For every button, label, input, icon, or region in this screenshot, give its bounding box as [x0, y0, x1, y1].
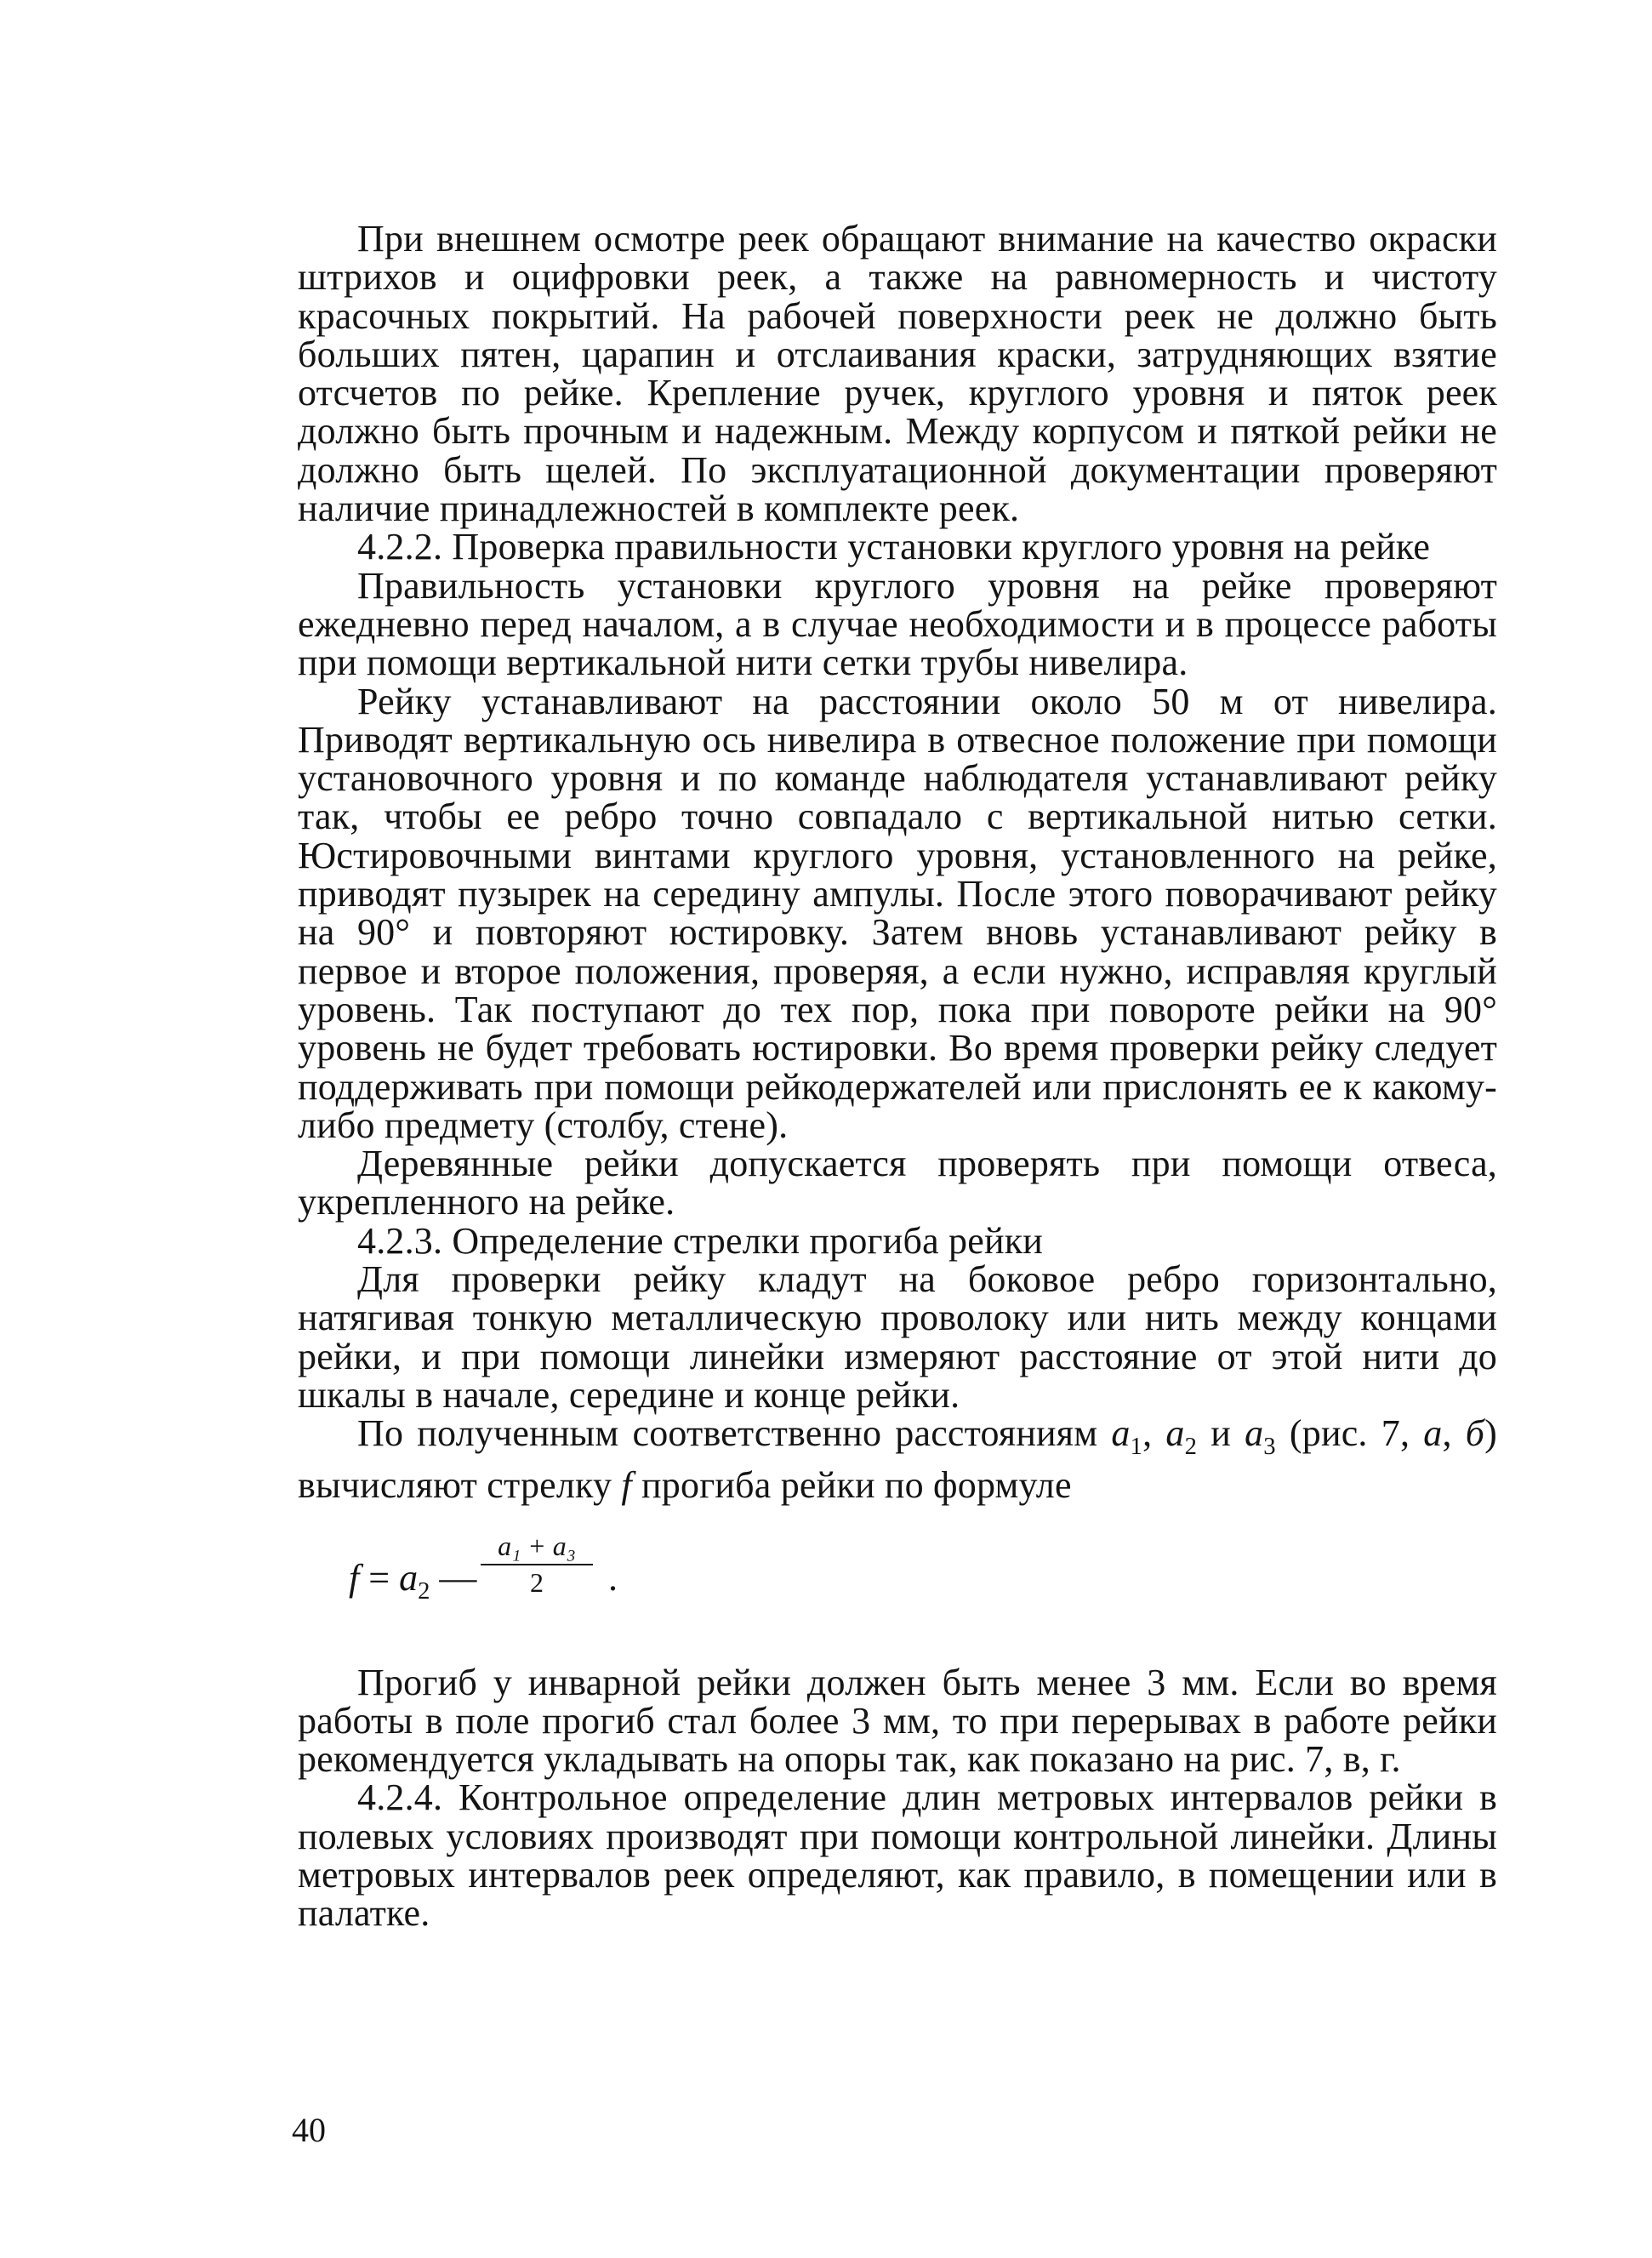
- text-part: прогиба рейки по формуле: [631, 1464, 1072, 1507]
- text-part: (рис. 7,: [1275, 1412, 1424, 1455]
- paragraph-formula-intro: [298, 1412, 1497, 1507]
- formula-denominator: 2: [530, 1566, 544, 1598]
- page-number: 40: [292, 2111, 326, 2149]
- paragraph-invar-deflection: Прогиб у инварной рейки должен быть менее 3 мм. Если во время работы в поле прогиб стал более 3 мм, то при перерывах в работе рейки рекомендуется укладывать на опоры так, как показано на рис. 7, в, г.: [298, 1661, 1497, 1781]
- formula-f: f: [349, 1556, 360, 1599]
- page-body: [298, 220, 1497, 1933]
- separator: ,: [1442, 1412, 1466, 1455]
- formula-fraction: [481, 1531, 593, 1599]
- variable-f: f: [621, 1464, 632, 1507]
- formula-equals: =: [359, 1556, 400, 1599]
- paragraph-wooden-staffs: Деревянные рейки допускается проверять при помощи отвеса, укрепленного на рейке.: [298, 1143, 1497, 1223]
- paragraph-inspection: При внешнем осмотре реек обращают внимание на качество окраски штрихов и оцифровки реек, а также на равномерность и чистоту красочных покрытий. На рабочей поверхности реек не должно быть больших пятен, царапин и отслаивания краски, затрудняющих взятие отсчетов по рейке. Крепление ручек, круглого уровня и пяток реек должно быть прочным и надежным. Между корпусом и пяткой рейки не должно быть щелей. По эксплуатационной документации проверяют наличие принадлежностей в комплекте реек.: [298, 218, 1497, 530]
- figure-ref-b: б: [1465, 1412, 1485, 1455]
- formula-a: a: [399, 1556, 419, 1599]
- variable-a1: a: [1111, 1412, 1131, 1455]
- paragraph-deflection-method: Для проверки рейку кладут на боковое ребро горизонтально, натягивая тонкую металлическую проволоку или нить между концами рейки, и при помощи линейки измеряют расстояние от этой нити до шкалы в начале, середине и конце рейки.: [298, 1258, 1497, 1416]
- paragraph-level-check: Правильность установки круглого уровня на рейке проверяют ежедневно перед началом, а в случае необходимости и в процессе работы при помощи вертикальной нити сетки трубы нивелира.: [298, 564, 1497, 684]
- text-part: ) вычисляют стрелку: [298, 1412, 1497, 1507]
- subscript: 3: [1263, 1434, 1276, 1460]
- formula-numerator: a₁ + a₃: [481, 1531, 593, 1565]
- deflection-formula: [298, 1524, 1497, 1651]
- text-part: По полученным соответственно расстояниям: [357, 1412, 1112, 1455]
- conjunction: и: [1197, 1412, 1245, 1455]
- paragraph-4-2-4: 4.2.4. Контрольное определение длин метровых интервалов рейки в полевых условиях производят при помощи контрольной линейки. Длины метровых интервалов реек определяют, как правило, в помещении или в палатке.: [298, 1776, 1497, 1935]
- subscript: 2: [1184, 1434, 1198, 1460]
- variable-a3: a: [1245, 1412, 1264, 1455]
- paragraph-level-procedure: Рейку устанавливают на расстоянии около 50 м от нивелира. Приводят вертикальную ось нивелира в отвесное положение при помощи установочного уровня и по команде наблюдателя устанавливают рейку так, чтобы ее ребро точно совпадало с вертикальной нитью сетки. Юстировочными винтами круглого уровня, установленного на рейке, приводят пузырек на середину ампулы. После этого поворачивают рейку на 90° и повторяют юстировку. Затем вновь устанавливают рейку в первое и второе положения, проверяя, а если нужно, исправляя круглый уровень. Так поступают до тех пор, пока при повороте рейки на 90° уровень не будет требовать юстировки. Во время проверки рейку следует поддерживать при помощи рейкодержателей или прислонять ее к какому-либо предмету (столбу, стене).: [298, 680, 1497, 1146]
- formula-a-subscript: 2: [418, 1577, 430, 1605]
- section-heading-4-2-3: 4.2.3. Определение стрелки прогиба рейки: [357, 1219, 1044, 1262]
- subscript: 1: [1130, 1434, 1143, 1460]
- formula-lhs: [349, 1556, 476, 1605]
- formula-minus: —: [430, 1556, 477, 1599]
- figure-ref-a: а: [1423, 1412, 1443, 1455]
- variable-a2: a: [1165, 1412, 1185, 1455]
- separator: ,: [1142, 1412, 1166, 1455]
- section-heading-4-2-2: 4.2.2. Проверка правильности установки круглого уровня на рейке: [357, 526, 1431, 568]
- formula-period: .: [608, 1556, 618, 1599]
